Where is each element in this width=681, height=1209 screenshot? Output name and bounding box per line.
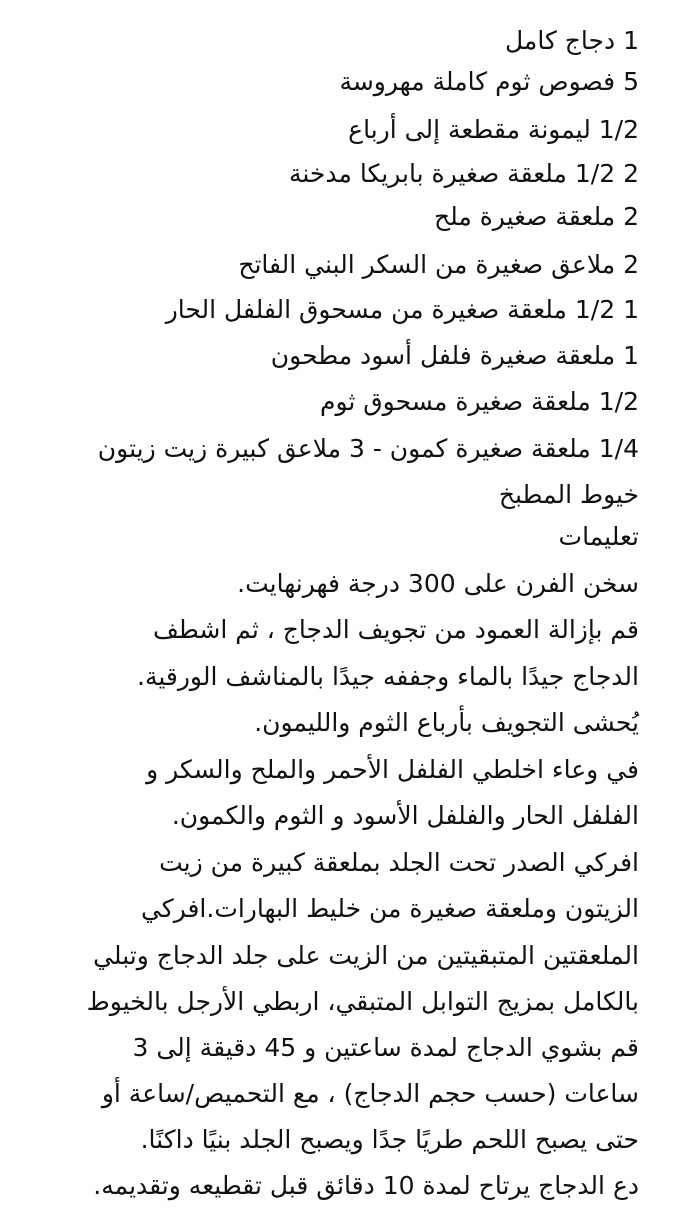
ingredient-line: 1 1/2 ملعقة صغيرة من مسحوق الفلفل الحار	[165, 295, 639, 324]
ingredient-line: 1 دجاج كامل	[505, 26, 639, 55]
ingredient-line: 1 ملعقة صغيرة فلفل أسود مطحون	[270, 341, 639, 370]
ingredient-line: 2 1/2 ملعقة صغيرة بابريكا مدخنة	[288, 159, 639, 188]
instruction-line: الدجاج جيدًا بالماء وجففه جيدًا بالمناشف الورقية.	[137, 662, 639, 691]
ingredient-line: 2 ملعقة صغيرة ملح	[433, 202, 639, 231]
instruction-line: الزيتون وملعقة صغيرة من خليط البهارات.افركي	[140, 894, 639, 923]
instructions-heading: تعليمات	[558, 522, 639, 551]
ingredient-line: 1/4 ملعقة صغيرة كمون - 3 ملاعق كبيرة زيت زيتون	[97, 434, 639, 463]
instruction-line: بالكامل بمزيج التوابل المتبقي، اربطي الأرجل بالخيوط	[86, 987, 639, 1016]
instruction-line: سخن الفرن على 300 درجة فهرنهايت.	[237, 569, 639, 598]
ingredient-line: 1/2 ليمونة مقطعة إلى أرباع	[348, 115, 639, 144]
instruction-line: الفلفل الحار والفلفل الأسود و الثوم والكمون.	[171, 801, 639, 830]
ingredient-line: 1/2 ملعقة صغيرة مسحوق ثوم	[319, 387, 639, 416]
instruction-line: قم بشوي الدجاج لمدة ساعتين و 45 دقيقة إلى 3	[132, 1033, 639, 1062]
instruction-line: الملعقتين المتبقيتين من الزيت على جلد الدجاج وتبلي	[93, 941, 639, 970]
instruction-line: يُحشى التجويف بأرباع الثوم والليمون.	[254, 708, 639, 737]
instruction-line: افركي الصدر تحت الجلد بملعقة كبيرة من زيت	[159, 848, 639, 877]
instruction-line: ساعات (حسب حجم الدجاج) ، مع التحميص/ساعة أو	[101, 1079, 639, 1108]
instruction-line: قم بإزالة العمود من تجويف الدجاج ، ثم اشطف	[152, 615, 639, 644]
instruction-line: في وعاء اخلطي الفلفل الأحمر والملح والسكر و	[146, 755, 639, 784]
ingredient-line: 5 فصوص ثوم كاملة مهروسة	[339, 67, 639, 96]
ingredient-line: 2 ملاعق صغيرة من السكر البني الفاتح	[238, 250, 639, 279]
ingredient-line: خيوط المطبخ	[498, 480, 639, 509]
instruction-line: دع الدجاج يرتاح لمدة 10 دقائق قبل تقطيعه وتقديمه.	[93, 1171, 639, 1200]
instruction-line: حتى يصبح اللحم طريًا جدًا ويصبح الجلد بنيًا داكنًا.	[140, 1125, 639, 1154]
